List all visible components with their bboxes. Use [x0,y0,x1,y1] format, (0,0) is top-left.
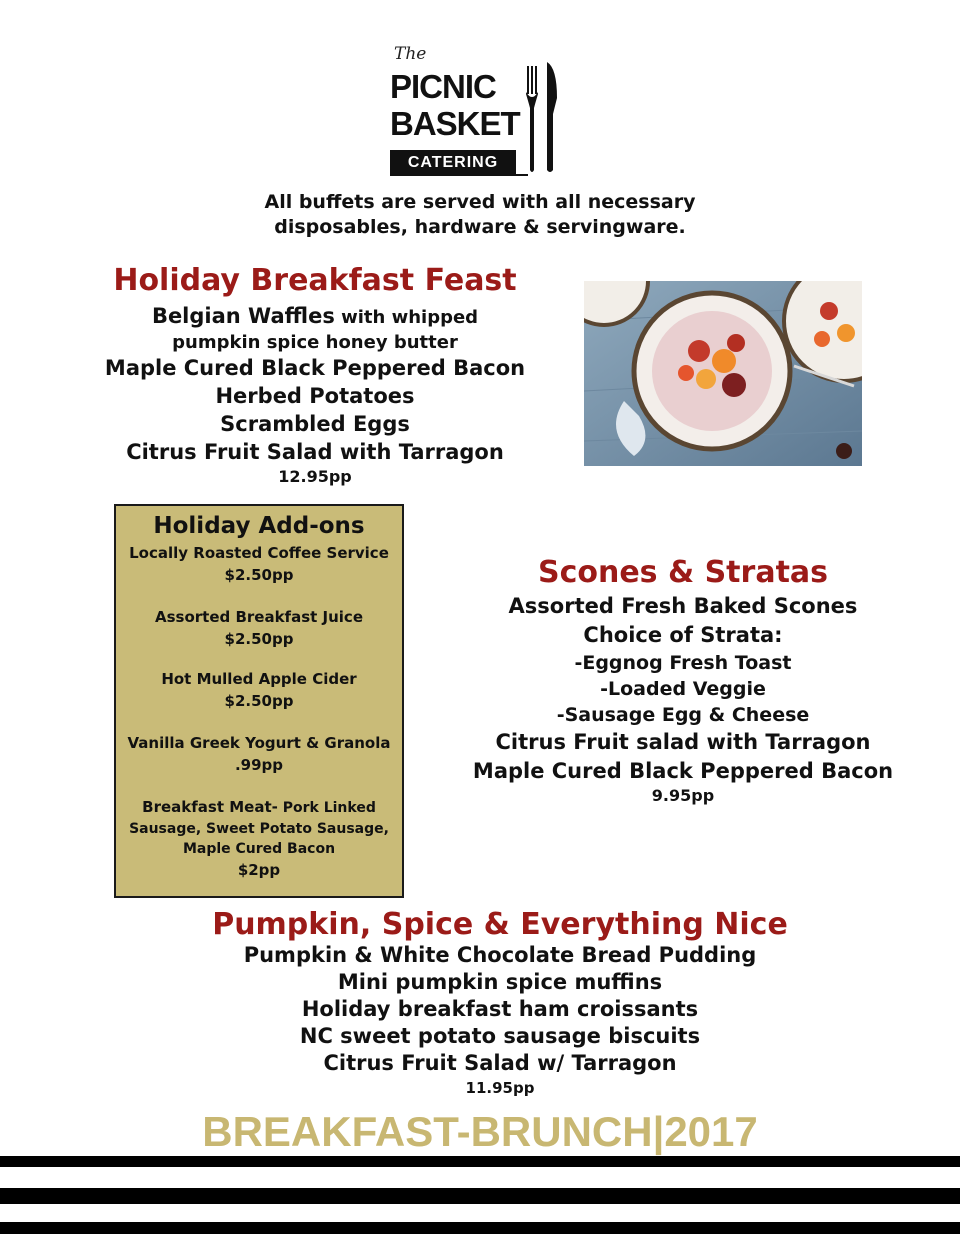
feast-title: Holiday Breakfast Feast [113,263,517,298]
scones-line-1: Assorted Fresh Baked Scones [508,594,858,618]
feast-line-4: Herbed Potatoes [215,384,415,408]
logo-catering-badge: CATERING [390,150,516,176]
feast-line-6: Citrus Fruit Salad with Tarragon [126,440,504,464]
addon-name: Hot Mulled Apple Cider [161,670,357,688]
pumpkin-line-5: Citrus Fruit Salad w/ Tarragon [323,1051,677,1075]
scones-line-4: -Loaded Veggie [600,678,766,700]
feast-price: 12.95pp [278,467,352,486]
addon-price: $2.50pp [224,630,294,648]
footer-stripe [0,1156,960,1167]
feast-line-5: Scrambled Eggs [220,412,410,436]
addon-name: Assorted Breakfast Juice [154,608,363,626]
logo-the: The [394,44,427,64]
logo-word-basket: BASKET [390,105,520,142]
pumpkin-price: 11.95pp [465,1079,535,1097]
scones-section [460,556,906,806]
pumpkin-title: Pumpkin, Spice & Everything Nice [212,907,788,942]
pumpkin-line-3: Holiday breakfast ham croissants [301,997,699,1021]
addon-meat-line-2: Sausage, Sweet Potato Sausage, [129,821,389,837]
pumpkin-line-1: Pumpkin & White Chocolate Bread Pudding [243,943,757,967]
scones-line-7: Maple Cured Black Peppered Bacon [472,759,894,783]
intro-note [200,190,760,240]
scones-line-5: -Sausage Egg & Cheese [556,704,810,726]
scones-price: 9.95pp [651,786,715,805]
addon-name: Locally Roasted Coffee Service [129,544,389,562]
scones-title: Scones & Stratas [537,555,829,590]
intro-line-2: disposables, hardware & servingware. [274,216,686,238]
addon-price: $2.50pp [224,692,294,710]
pumpkin-line-2: Mini pumpkin spice muffins [337,970,663,994]
addon-name: Vanilla Greek Yogurt & Granola [127,734,391,752]
addons-title: Holiday Add-ons [153,513,365,539]
footer-stripe [0,1222,960,1234]
scones-line-6: Citrus Fruit salad with Tarragon [495,730,871,754]
feast-section [70,264,560,488]
addon-price: .99pp [234,756,284,774]
feast-line-2: pumpkin spice honey butter [172,332,458,353]
feast-line-1-strong: Belgian Waffles [151,304,335,328]
scones-line-3: -Eggnog Fresh Toast [574,652,792,674]
logo-word-picnic: PICNIC [390,68,496,105]
addon-meat-line-1 [116,796,402,819]
citrus-plate-photo [584,281,862,466]
feast-line-3: Maple Cured Black Peppered Bacon [104,356,526,380]
addon-meat-label: Breakfast Meat- [142,798,278,816]
pumpkin-line-4: NC sweet potato sausage biscuits [299,1024,701,1048]
addon-price: $2.50pp [224,566,294,584]
feast-line-1-rest: with whipped [334,307,479,328]
company-logo [390,44,570,184]
intro-line-1: All buffets are served with all necessary [264,191,696,213]
footer-stripe [0,1188,960,1204]
addon-meat-line-3: Maple Cured Bacon [182,841,336,857]
addon-meat-price: $2pp [237,861,281,879]
addon-meat-rest: Pork Linked [277,800,376,816]
fork-knife-icon [525,58,559,176]
pumpkin-section [200,908,800,1099]
scones-line-2: Choice of Strata: [583,623,783,647]
feast-line-1 [70,302,560,332]
footer-title: BREAKFAST-BRUNCH|2017 [202,1108,758,1155]
addons-box [114,504,404,898]
